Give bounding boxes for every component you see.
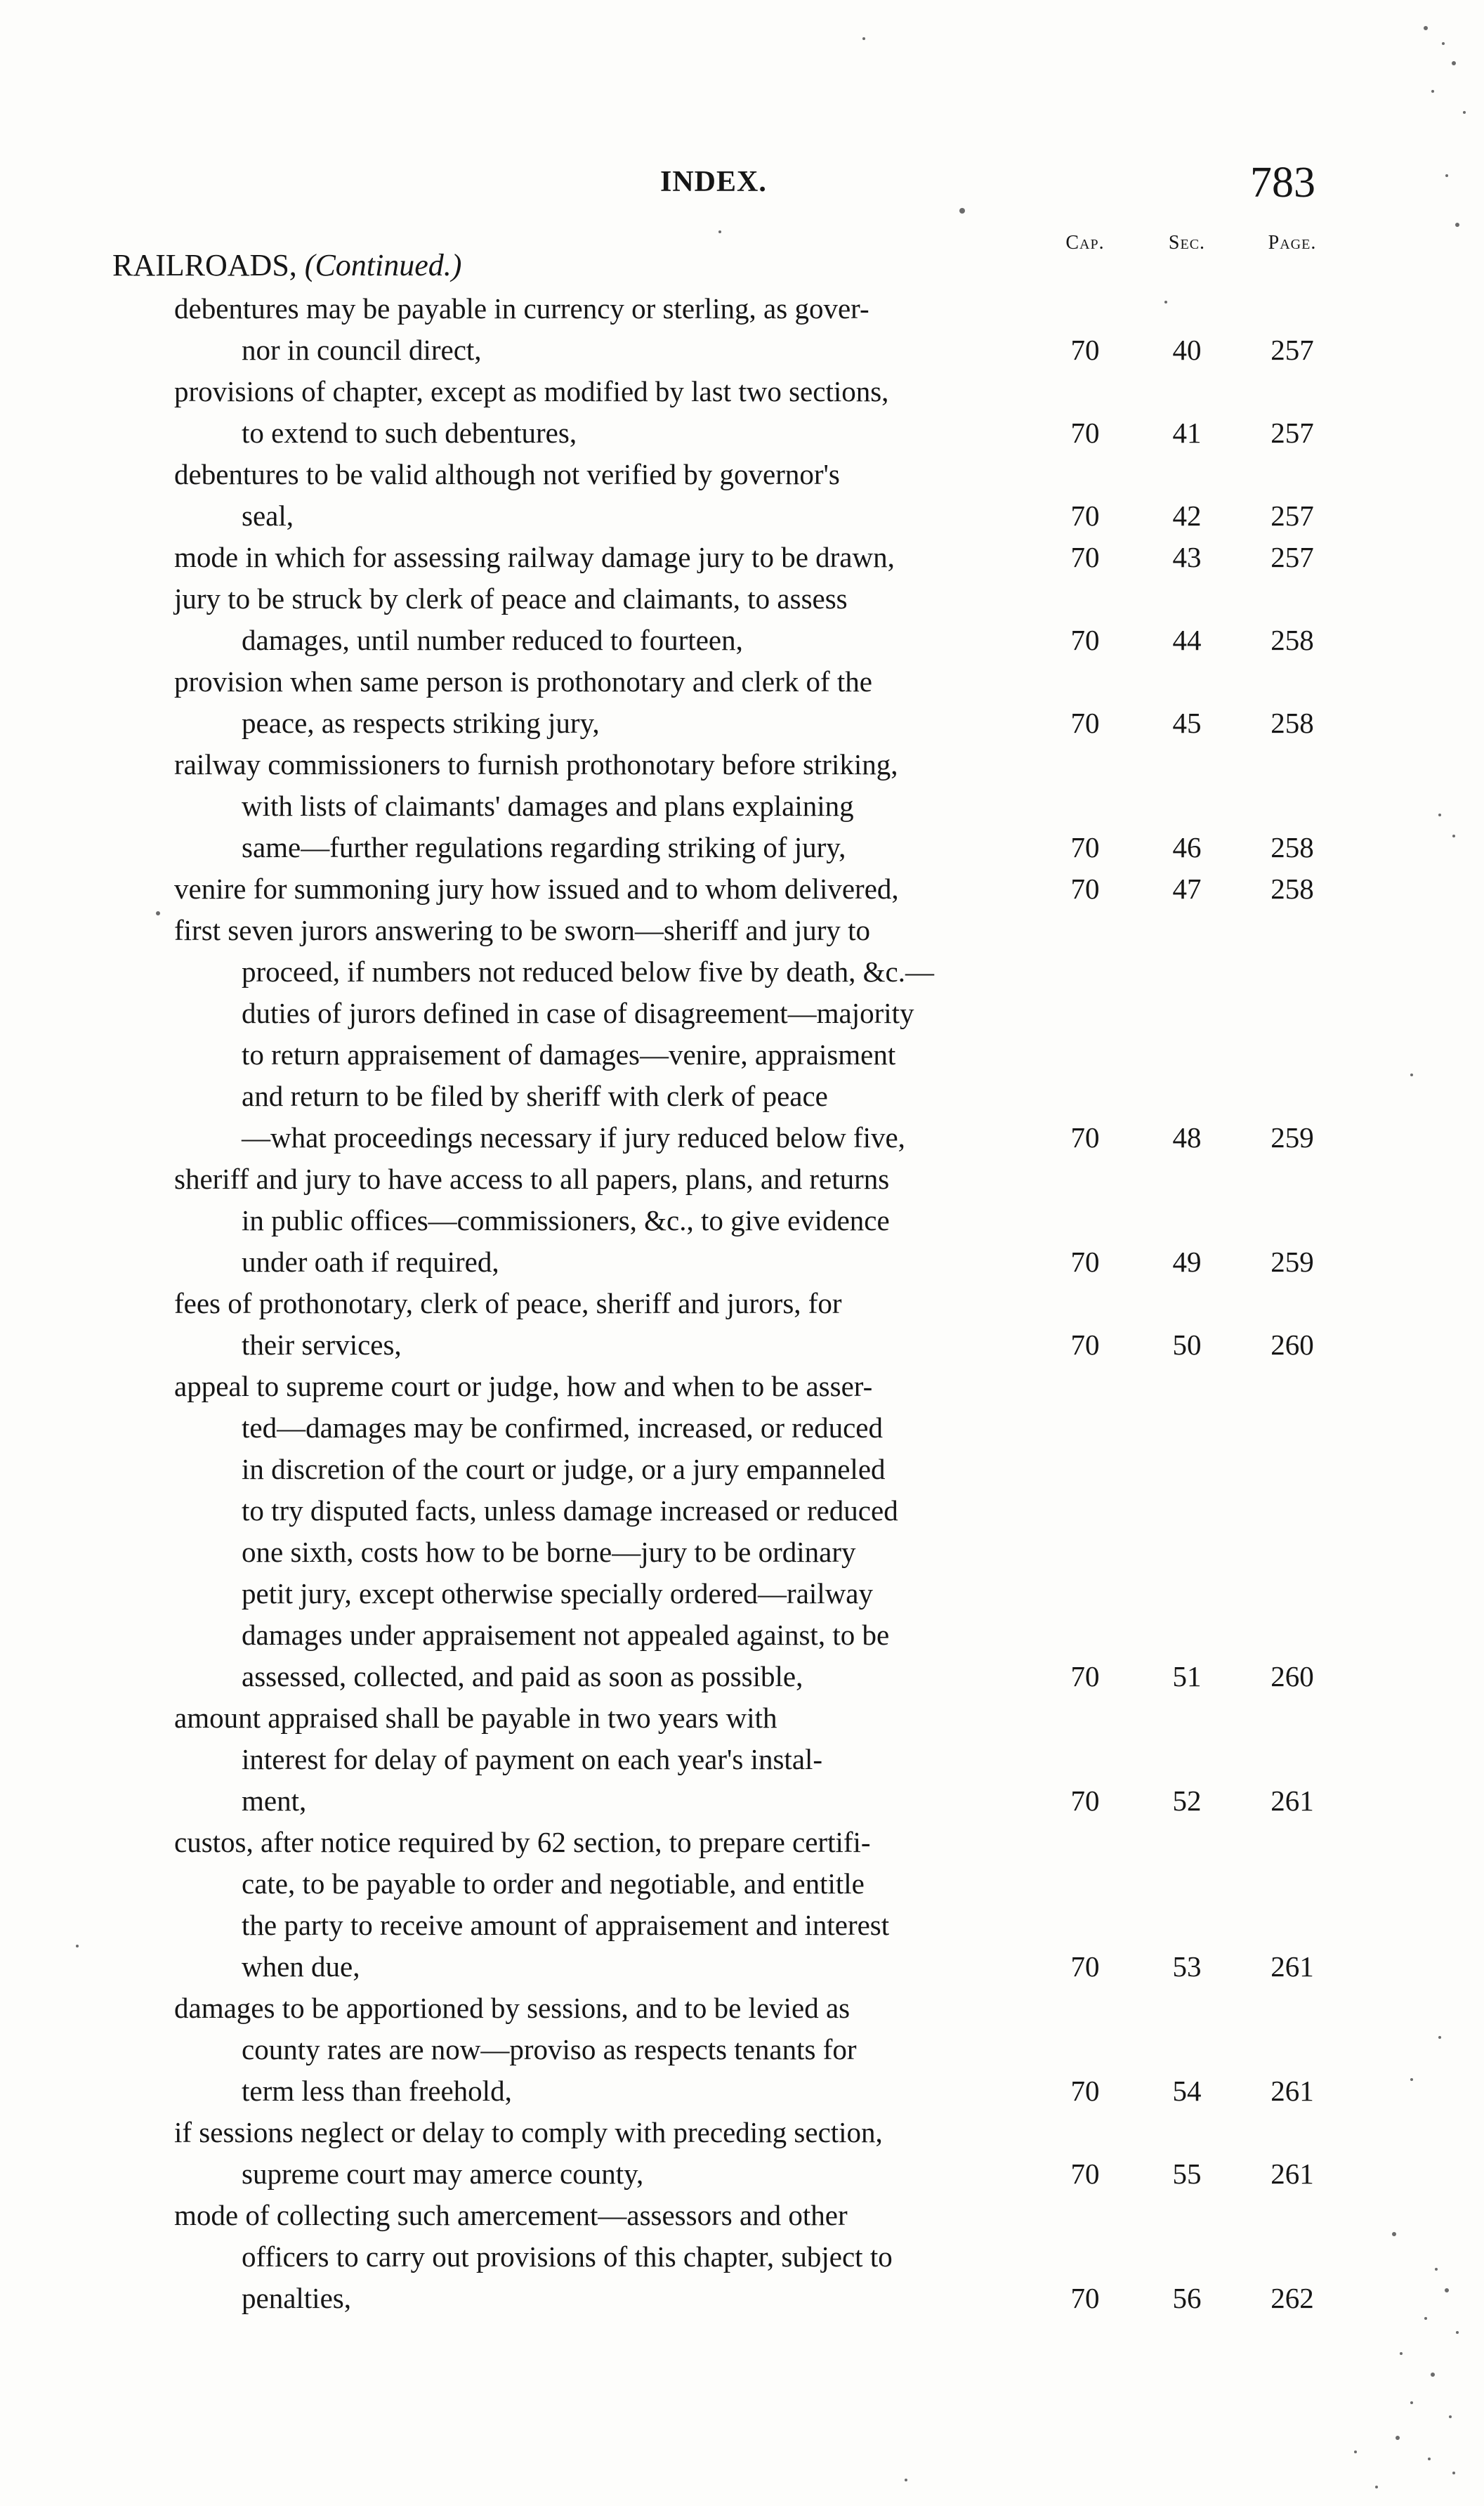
entry-references bbox=[0, 495, 1484, 537]
index-entry bbox=[0, 1988, 1484, 2112]
entry-cap: 70 bbox=[1070, 2075, 1100, 2107]
entry-page: 258 bbox=[1270, 707, 1314, 739]
entry-sec: 45 bbox=[1172, 707, 1202, 739]
entry-cap: 70 bbox=[1070, 873, 1100, 905]
entry-line: provisions of chapter, except as modified by last two sections, bbox=[174, 375, 889, 407]
entry-line: damages, until number reduced to fourteen, bbox=[242, 624, 743, 656]
section-heading-continued: (Continued.) bbox=[304, 248, 462, 282]
entry-page: 261 bbox=[1270, 1784, 1314, 1817]
entry-cap: 70 bbox=[1070, 417, 1100, 449]
index-entry bbox=[0, 1822, 1484, 1988]
entry-cap: 70 bbox=[1070, 2282, 1100, 2314]
entry-page: 261 bbox=[1270, 2075, 1314, 2107]
running-head bbox=[0, 158, 1484, 207]
entry-cap: 70 bbox=[1070, 500, 1100, 532]
entry-line: to extend to such debentures, bbox=[242, 417, 577, 449]
section-heading bbox=[112, 247, 461, 283]
entry-line: under oath if required, bbox=[242, 1246, 499, 1278]
entry-line: ted—damages may be confirmed, increased, or reduced bbox=[242, 1411, 883, 1444]
entry-sec: 52 bbox=[1172, 1784, 1202, 1817]
entry-sec: 43 bbox=[1172, 541, 1202, 573]
entry-line: first seven jurors answering to be sworn—sheriff and jury to bbox=[174, 914, 871, 946]
entry-line: and return to be filed by sheriff with clerk of peace bbox=[242, 1080, 828, 1112]
index-entry bbox=[0, 578, 1484, 661]
index-entry bbox=[0, 2195, 1484, 2319]
entry-references bbox=[0, 2153, 1484, 2195]
index-entry bbox=[0, 910, 1484, 1159]
entry-sec: 54 bbox=[1172, 2075, 1202, 2107]
entry-cap: 70 bbox=[1070, 2158, 1100, 2190]
entry-references bbox=[0, 2070, 1484, 2112]
entry-references bbox=[0, 1946, 1484, 1988]
entry-references bbox=[0, 2278, 1484, 2319]
entry-line: the party to receive amount of appraisement and interest bbox=[242, 1909, 890, 1941]
entry-line: sheriff and jury to have access to all papers, plans, and returns bbox=[174, 1163, 890, 1195]
entry-page: 259 bbox=[1270, 1121, 1314, 1154]
entry-cap: 70 bbox=[1070, 541, 1100, 573]
entry-line: mode in which for assessing railway damage jury to be drawn, bbox=[174, 541, 895, 573]
entry-line: nor in council direct, bbox=[242, 334, 482, 366]
entry-line: in discretion of the court or judge, or a jury empanneled bbox=[242, 1453, 886, 1485]
entry-page: 257 bbox=[1270, 541, 1314, 573]
entry-cap: 70 bbox=[1070, 624, 1100, 656]
entry-references bbox=[0, 329, 1484, 371]
entry-sec: 49 bbox=[1172, 1246, 1202, 1278]
entry-sec: 56 bbox=[1172, 2282, 1202, 2314]
entry-line: amount appraised shall be payable in two years with bbox=[174, 1702, 777, 1734]
entry-cap: 70 bbox=[1070, 831, 1100, 863]
entry-sec: 42 bbox=[1172, 500, 1202, 532]
entry-line: peace, as respects striking jury, bbox=[242, 707, 600, 739]
index-entry bbox=[0, 1159, 1484, 1283]
entry-line: provision when same person is prothonotary and clerk of the bbox=[174, 665, 873, 698]
entry-sec: 55 bbox=[1172, 2158, 1202, 2190]
entry-line: when due, bbox=[242, 1950, 360, 1983]
entry-references bbox=[0, 412, 1484, 454]
entry-references bbox=[0, 1324, 1484, 1366]
entry-page: 257 bbox=[1270, 500, 1314, 532]
index-entry bbox=[0, 454, 1484, 537]
entry-cap: 70 bbox=[1070, 1950, 1100, 1983]
entry-line: ment, bbox=[242, 1784, 307, 1817]
entry-cap: 70 bbox=[1070, 707, 1100, 739]
entry-page: 260 bbox=[1270, 1329, 1314, 1361]
entry-references bbox=[0, 1780, 1484, 1822]
entry-cap: 70 bbox=[1070, 1784, 1100, 1817]
entry-page: 258 bbox=[1270, 624, 1314, 656]
entry-line: officers to carry out provisions of this chapter, subject to bbox=[242, 2240, 893, 2273]
entry-references bbox=[0, 868, 1484, 910]
column-header-sec: Sec. bbox=[1168, 232, 1206, 254]
entry-line: to try disputed facts, unless damage increased or reduced bbox=[242, 1494, 898, 1527]
entry-line: supreme court may amerce county, bbox=[242, 2158, 644, 2190]
entry-line: penalties, bbox=[242, 2282, 351, 2314]
entry-page: 257 bbox=[1270, 417, 1314, 449]
index-entry bbox=[0, 868, 1484, 910]
index-entry bbox=[0, 744, 1484, 868]
entry-line: proceed, if numbers not reduced below five by death, &c.— bbox=[242, 955, 934, 988]
entry-sec: 41 bbox=[1172, 417, 1202, 449]
page-number: 783 bbox=[1250, 159, 1315, 207]
entry-line: debentures to be valid although not verified by governor's bbox=[174, 458, 840, 490]
entry-sec: 51 bbox=[1172, 1660, 1202, 1692]
entry-references bbox=[0, 1656, 1484, 1697]
entry-line: appeal to supreme court or judge, how and when to be asser- bbox=[174, 1370, 873, 1402]
entry-line: with lists of claimants' damages and plans explaining bbox=[242, 790, 854, 822]
entry-line: —what proceedings necessary if jury reduced below five, bbox=[242, 1121, 905, 1154]
entry-page: 259 bbox=[1270, 1246, 1314, 1278]
entry-line: county rates are now—proviso as respects tenants for bbox=[242, 2033, 857, 2066]
entry-line: railway commissioners to furnish prothonotary before striking, bbox=[174, 748, 898, 781]
entry-line: custos, after notice required by 62 section, to prepare certifi- bbox=[174, 1826, 871, 1858]
section-heading-title: RAILROADS, bbox=[112, 248, 297, 282]
entry-line: damages to be apportioned by sessions, and to be levied as bbox=[174, 1992, 851, 2024]
entry-references bbox=[0, 827, 1484, 868]
index-entry bbox=[0, 537, 1484, 578]
entry-line: duties of jurors defined in case of disagreement—majority bbox=[242, 997, 914, 1029]
entry-sec: 50 bbox=[1172, 1329, 1202, 1361]
entry-line: petit jury, except otherwise specially ordered—railway bbox=[242, 1577, 873, 1610]
column-header-page: Page. bbox=[1268, 232, 1317, 254]
entry-references bbox=[0, 537, 1484, 578]
entry-line: one sixth, costs how to be borne—jury to be ordinary bbox=[242, 1536, 856, 1568]
index-entry bbox=[0, 1366, 1484, 1697]
entry-line: same—further regulations regarding striking of jury, bbox=[242, 831, 846, 863]
entry-sec: 47 bbox=[1172, 873, 1202, 905]
entry-cap: 70 bbox=[1070, 1246, 1100, 1278]
entry-references bbox=[0, 620, 1484, 661]
entry-line: seal, bbox=[242, 500, 294, 532]
entry-text bbox=[174, 1366, 1031, 1697]
entry-cap: 70 bbox=[1070, 334, 1100, 366]
index-entry bbox=[0, 1697, 1484, 1822]
index-entry bbox=[0, 288, 1484, 371]
entry-page: 261 bbox=[1270, 1950, 1314, 1983]
entry-sec: 48 bbox=[1172, 1121, 1202, 1154]
entry-sec: 44 bbox=[1172, 624, 1202, 656]
entry-cap: 70 bbox=[1070, 1329, 1100, 1361]
entry-page: 260 bbox=[1270, 1660, 1314, 1692]
entry-line: jury to be struck by clerk of peace and claimants, to assess bbox=[174, 582, 848, 615]
entry-sec: 53 bbox=[1172, 1950, 1202, 1983]
entry-page: 261 bbox=[1270, 2158, 1314, 2190]
index-entry bbox=[0, 661, 1484, 744]
entry-line: mode of collecting such amercement—assessors and other bbox=[174, 2199, 848, 2231]
entry-line: damages under appraisement not appealed against, to be bbox=[242, 1619, 890, 1651]
column-header-cap: Cap. bbox=[1065, 232, 1105, 254]
index-entry bbox=[0, 371, 1484, 454]
entry-sec: 46 bbox=[1172, 831, 1202, 863]
index-entries bbox=[0, 288, 1484, 2319]
entry-cap: 70 bbox=[1070, 1660, 1100, 1692]
entry-page: 258 bbox=[1270, 873, 1314, 905]
entry-references bbox=[0, 1117, 1484, 1159]
entry-line: assessed, collected, and paid as soon as possible, bbox=[242, 1660, 803, 1692]
entry-page: 257 bbox=[1270, 334, 1314, 366]
entry-line: debentures may be payable in currency or sterling, as gover- bbox=[174, 292, 869, 325]
index-entry bbox=[0, 1283, 1484, 1366]
running-title: INDEX. bbox=[660, 166, 767, 198]
entry-line: in public offices—commissioners, &c., to give evidence bbox=[242, 1204, 890, 1236]
entry-line: cate, to be payable to order and negotiable, and entitle bbox=[242, 1867, 865, 1900]
index-entry bbox=[0, 2112, 1484, 2195]
entry-line: interest for delay of payment on each year's instal- bbox=[242, 1743, 823, 1775]
entry-line: if sessions neglect or delay to comply with preceding section, bbox=[174, 2116, 883, 2148]
entry-references bbox=[0, 703, 1484, 744]
entry-line: their services, bbox=[242, 1329, 402, 1361]
entry-line: fees of prothonotary, clerk of peace, sheriff and jurors, for bbox=[174, 1287, 842, 1319]
entry-sec: 40 bbox=[1172, 334, 1202, 366]
entry-line: venire for summoning jury how issued and to whom delivered, bbox=[174, 873, 899, 905]
entry-cap: 70 bbox=[1070, 1121, 1100, 1154]
entry-line: to return appraisement of damages—venire, appraisment bbox=[242, 1038, 896, 1071]
entry-page: 258 bbox=[1270, 831, 1314, 863]
entry-page: 262 bbox=[1270, 2282, 1314, 2314]
entry-references bbox=[0, 1241, 1484, 1283]
entry-line: term less than freehold, bbox=[242, 2075, 512, 2107]
